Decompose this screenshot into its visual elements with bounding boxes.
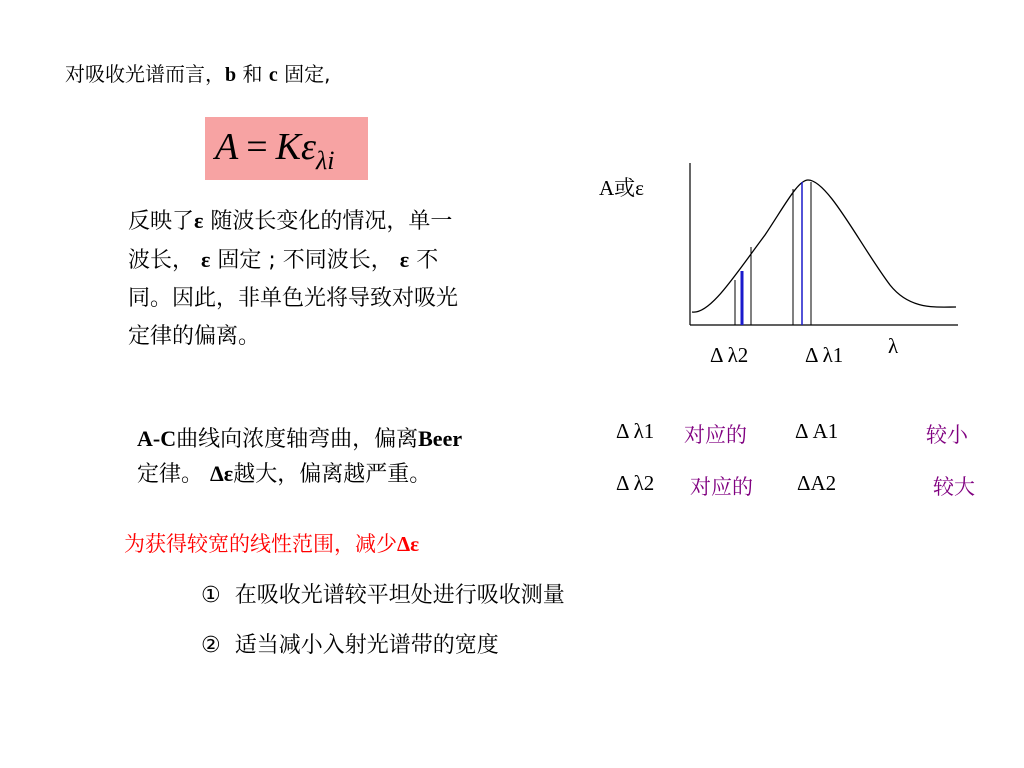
row2-corresponds: 对应的 xyxy=(690,475,753,499)
ac-l2b: 越大，偏离越严重。 xyxy=(233,462,432,487)
reflect-l1b: 随波长变化的情况，单一 xyxy=(203,209,453,234)
conclusion-delta-epsilon: Δε xyxy=(397,532,420,556)
reflect-epsilon-2: ε xyxy=(201,247,211,272)
reflect-l1a: 反映了 xyxy=(128,209,195,234)
reflect-epsilon: ε xyxy=(194,208,204,233)
beer-law-formula xyxy=(215,125,334,173)
ac-paragraph xyxy=(137,422,462,492)
graph-x-label: λ xyxy=(888,334,899,358)
method-1 xyxy=(201,578,565,609)
variable-b: b xyxy=(225,64,237,86)
formula-subscript: λi xyxy=(316,146,335,175)
intro-text: 对吸收光谱而言， xyxy=(65,62,225,86)
reflect-line-2 xyxy=(128,241,458,280)
row1-band: Δ λ1 xyxy=(616,419,655,443)
ac-l2a: 定律。 xyxy=(137,462,210,487)
formula-box xyxy=(205,117,368,180)
reflect-paragraph xyxy=(128,202,458,356)
method-1-number: ① xyxy=(201,583,221,608)
row1-value: Δ A1 xyxy=(795,419,839,443)
delta-epsilon: Δε xyxy=(210,461,234,486)
ac-l1b: 曲线向浓度轴弯曲，偏离 xyxy=(176,427,419,452)
row1-result: 较小 xyxy=(926,423,968,447)
variable-c: c xyxy=(268,64,278,86)
conclusion-line xyxy=(124,528,419,558)
formula-a: A xyxy=(215,126,239,168)
formula-k: K xyxy=(275,126,302,168)
band1-label: Δ λ1 xyxy=(805,343,844,367)
formula-equals: = xyxy=(246,126,268,168)
intro-line xyxy=(65,58,330,87)
method-2 xyxy=(201,628,499,659)
beer-word: Beer xyxy=(418,426,463,451)
ac-line-2 xyxy=(137,457,462,492)
row2-value: ΔA2 xyxy=(797,471,837,495)
reflect-l2b: 固定 ; 不同波长， xyxy=(210,248,400,273)
absorption-curve xyxy=(692,180,956,312)
formula-epsilon: ε xyxy=(301,126,316,168)
reflect-l2c: 不 xyxy=(409,248,439,273)
intro-and: 和 xyxy=(236,62,269,86)
reflect-epsilon-3: ε xyxy=(399,247,410,272)
row2-band: Δ λ2 xyxy=(616,471,655,495)
row1-corresponds: 对应的 xyxy=(684,423,747,447)
method-2-number: ② xyxy=(201,633,221,658)
method-2-text: 适当减小入射光谱带的宽度 xyxy=(234,633,499,658)
reflect-line-1 xyxy=(128,202,458,241)
intro-fixed: 固定, xyxy=(277,62,331,86)
conclusion-text: 为获得较宽的线性范围，减少 xyxy=(124,532,397,556)
graph-y-label: A或ε xyxy=(599,176,644,200)
ac-label: A-C xyxy=(137,426,177,451)
row2-result: 较大 xyxy=(933,475,975,499)
band2-label: Δ λ2 xyxy=(710,343,749,367)
reflect-line-4: 定律的偏离。 xyxy=(128,324,261,349)
reflect-line-3: 同。因此，非单色光将导致对吸光 xyxy=(128,286,459,311)
method-1-text: 在吸收光谱较平坦处进行吸收测量 xyxy=(234,583,565,608)
reflect-l2a: 波长， xyxy=(128,248,201,273)
ac-line-1 xyxy=(137,422,462,457)
